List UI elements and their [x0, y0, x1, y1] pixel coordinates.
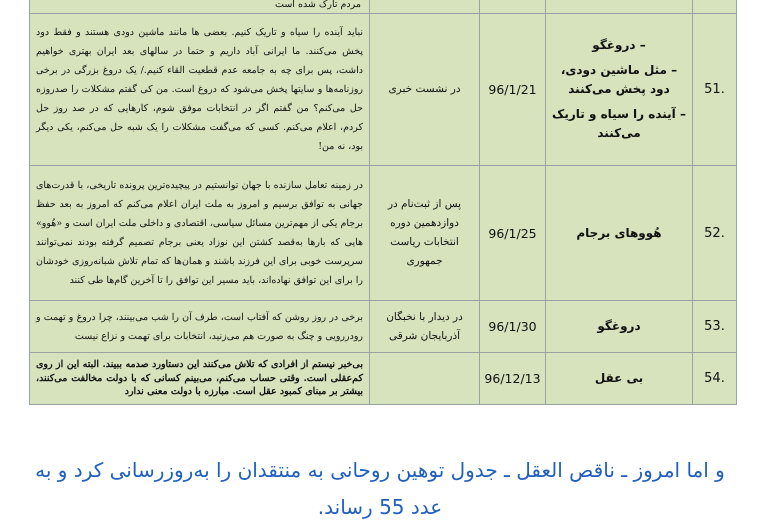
- table-row: [30, 353, 737, 405]
- caption-text: و اما امروز ـ ناقص العقل ـ جدول توهین روحانی به منتقدان را به‌روزرسانی کرد و به عدد 55 رساند.: [35, 458, 725, 519]
- quote-text: بی‌خبر نیستم از افرادی که تلاش می‌کنند این دستاورد صدمه ببیند. البته این از روی کم‌عقلی است. وقتی حساب می‌کنم، می‌بینم کسانی که با دولت مخالفت می‌کنند، بیشتر بر مبنای کمبود عقل است. مبارزه با دولت معنی ندارد: [30, 353, 370, 405]
- date-cell: 96/1/21: [480, 14, 546, 166]
- table-row-partial: [30, 0, 737, 14]
- quote-text: در زمینه تعامل سازنده با جهان توانستیم در پیچیده‌ترین پرونده تاریخی، با قدرت‌های جهانی به توافق برسیم و امروز به ملت ایران اعلام می‌کنم که امروز به بعد حفظ برجام یکی از مهم‌ترین مسائل سیاسی، اقتصادی و داخلی ملت ایران است و «هُوو» هایی که بارها به‌قصد کشتن این نوزاد یعنی برجام تصمیم گرفته بودند نمی‌توانند سرپرست خوبی برای این فرزند باشند و همان‌ها که تمام تلاش شبانه‌روزی خودشان را برای این توافق نهاده‌اند، باید مسیر این توافق را تا آخرین گام‌ها طی کنند: [30, 166, 370, 301]
- topic-cell: [546, 14, 693, 166]
- insults-table-container: [29, 0, 736, 405]
- topic-cell: [546, 0, 693, 14]
- topic-line: – آینده را سیاه و تاریک می‌کنند: [552, 107, 686, 140]
- topic-line: – مثل ماشین دودی، دود پخش می‌کنند: [560, 63, 678, 96]
- topic-cell: [546, 301, 693, 353]
- table-row: [30, 166, 737, 301]
- row-number: .51: [693, 14, 737, 166]
- row-number: .54: [693, 353, 737, 405]
- topic-line: بی عقل: [594, 371, 644, 385]
- insults-table: [29, 0, 737, 405]
- topic-line: هُووهای برجام: [576, 225, 662, 240]
- top-fragment-text: مردم تارک شده است: [275, 0, 361, 10]
- place-cell: در نشست خبری: [370, 14, 480, 166]
- row-number: .53: [693, 301, 737, 353]
- quote-text: برخی در روز روشن که آفتاب است، طرف آن را شب می‌بینند، چرا دروغ و تهمت و رودررویی و چنگ به صورت هم می‌زنید، انتخابات برای تهمت و نزاع نیست: [30, 301, 370, 353]
- date-cell: 96/1/25: [480, 166, 546, 301]
- place-cell: در دیدار با نخبگان آذربایجان شرقی: [370, 301, 480, 353]
- place-cell: پس از ثبت‌نام در دوازدهمین دوره انتخابات ریاست جمهوری: [370, 166, 480, 301]
- topic-cell: [546, 166, 693, 301]
- topic-cell: [546, 353, 693, 405]
- topic-line: دروغگو: [597, 319, 641, 333]
- topic-line: – دروغگو: [592, 38, 646, 52]
- date-cell: 96/12/13: [480, 353, 546, 405]
- quote-text: نباید آینده را سیاه و تاریک کنیم. بعضی ها مانند ماشین دودی هستند و فقط دود پخش می‌کنند. ما ایرانی آباد داریم و حتما در سالهای بعد ایران بهتری خواهیم داشت، پس برای چه به جامعه عدم قطعیت القاء کنیم./ یک دروغ بزرگی در برخی روزنامه‌ها و سایتها پخش می‌شود که دروغ است. من کی گفتم مشکلات را صدروزه حل می‌کنم؟ من گفتم اگر در انتخابات موفق شوم، کارهایی که در صد روز حل کردم، اعلام می‌کنم. کسی که می‌گفت مشکلات را یک شبه حل می‌کنم، یکی دیگر بود، نه من!: [30, 14, 370, 166]
- text-cell: [30, 0, 370, 14]
- num-cell: [693, 0, 737, 14]
- date-cell: 96/1/30: [480, 301, 546, 353]
- place-cell: [370, 353, 480, 405]
- place-cell: [370, 0, 480, 14]
- date-cell: [480, 0, 546, 14]
- row-number: .52: [693, 166, 737, 301]
- table-row: [30, 301, 737, 353]
- table-row: [30, 14, 737, 166]
